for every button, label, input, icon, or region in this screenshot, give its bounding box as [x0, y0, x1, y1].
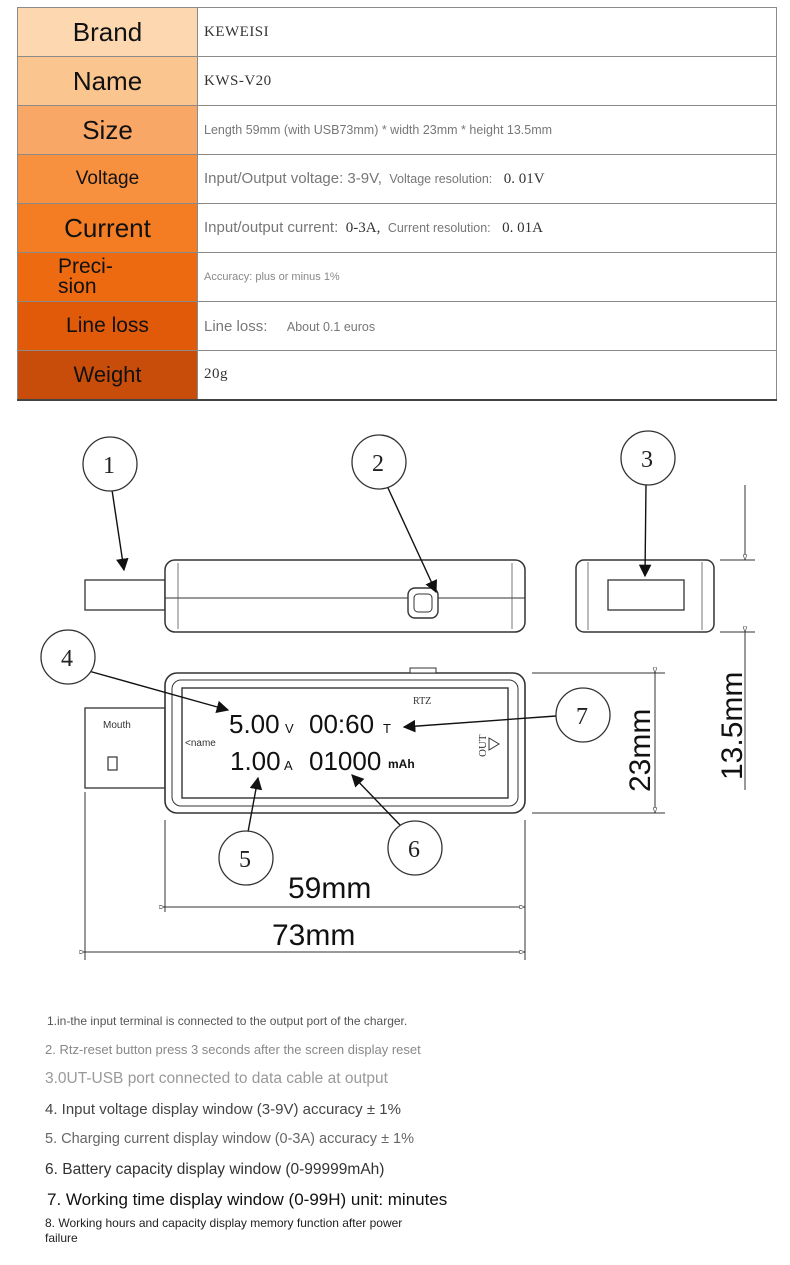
spec-label-name: Name	[18, 57, 198, 106]
callout-6-number: 6	[408, 837, 420, 863]
spec-label-precision	[18, 253, 198, 302]
spec-label-current: Current	[18, 204, 198, 253]
spec-row-name	[18, 57, 777, 106]
spec-row-brand	[18, 8, 777, 57]
voltage-resolution-value: 0. 01V	[503, 171, 545, 187]
note-5: 5. Charging current display window (0-3A) accuracy ± 1%	[45, 1131, 415, 1147]
line-loss-value: About 0.1 euros	[286, 319, 376, 334]
note-7: 7. Working time display window (0-99H) unit: minutes	[47, 1190, 448, 1209]
spec-label-weight: Weight	[18, 351, 198, 400]
name-label: <name	[185, 738, 216, 749]
precision-label-line1: Preci-	[58, 255, 113, 278]
note-2: 2. Rtz-reset button press 3 seconds after the screen display reset	[45, 1042, 421, 1057]
side-view	[85, 560, 525, 632]
spec-label-brand: Brand	[18, 8, 198, 57]
spec-value-current	[198, 204, 777, 253]
note-1: 1.in-the input terminal is connected to the output port of the charger.	[47, 1014, 408, 1028]
dimension-13-5mm: 13.5mm	[716, 671, 749, 780]
precision-label-line2: sion	[58, 275, 97, 298]
callout-3	[621, 431, 675, 576]
spec-row-voltage	[18, 155, 777, 204]
spec-row-precision	[18, 253, 777, 302]
callout-4-number: 4	[61, 646, 73, 672]
note-8-continued: failure	[45, 1231, 78, 1245]
lcd-voltage-unit: V	[285, 721, 294, 736]
note-8: 8. Working hours and capacity display memory function after power	[45, 1216, 403, 1230]
callout-3-number: 3	[641, 447, 653, 473]
lcd-capacity-unit: mAh	[388, 757, 415, 771]
callout-2-number: 2	[372, 451, 384, 477]
note-4: 4. Input voltage display window (3-9V) accuracy ± 1%	[45, 1101, 401, 1118]
callout-1	[83, 437, 137, 570]
spec-label-line-loss: Line loss	[18, 302, 198, 351]
line-loss-label: Line loss:	[204, 317, 268, 335]
out-label: OUT	[477, 734, 489, 757]
dimension-59mm: 59mm	[288, 872, 372, 905]
current-range-value: 0-3A,	[345, 220, 381, 236]
spec-row-current	[18, 204, 777, 253]
note-3: 3.0UT-USB port connected to data cable at output	[45, 1070, 388, 1087]
spec-row-weight	[18, 351, 777, 400]
voltage-resolution-label: Voltage resolution:	[389, 172, 493, 186]
current-range-label: Input/output current:	[204, 219, 339, 236]
spec-value-name: KWS-V20	[198, 57, 777, 106]
dimension-23mm: 23mm	[624, 708, 657, 792]
current-resolution-value: 0. 01A	[502, 220, 543, 236]
mouth-label: Mouth	[103, 720, 131, 731]
voltage-range-text: Input/Output voltage: 3-9V,	[204, 170, 382, 187]
spec-value-brand: KEWEISI	[198, 8, 777, 57]
spec-value-size: Length 59mm (with USB73mm) * width 23mm * height 13.5mm	[198, 106, 777, 155]
spec-value-line-loss	[198, 302, 777, 351]
lcd-current: 1.00	[230, 746, 281, 776]
lcd-capacity: 01000	[309, 746, 382, 776]
callout-5-number: 5	[239, 847, 251, 873]
current-resolution-label: Current resolution:	[387, 221, 491, 235]
callout-7-number: 7	[576, 704, 588, 730]
spec-row-size	[18, 106, 777, 155]
callout-1-number: 1	[103, 453, 115, 479]
rtz-label: RTZ	[413, 696, 432, 707]
top-view	[85, 668, 525, 813]
spec-value-voltage	[198, 155, 777, 204]
dimension-73mm: 73mm	[272, 919, 356, 952]
spec-table	[17, 7, 777, 401]
note-6: 6. Battery capacity display window (0-99999mAh)	[45, 1161, 385, 1178]
spec-value-precision: Accuracy: plus or minus 1%	[198, 253, 777, 302]
lcd-voltage: 5.00	[229, 709, 280, 739]
lcd-current-unit: A	[284, 758, 293, 773]
spec-label-size: Size	[18, 106, 198, 155]
spec-label-voltage: Voltage	[18, 155, 198, 204]
device-diagram	[0, 420, 790, 980]
lcd-time: 00:60	[309, 709, 375, 739]
spec-value-weight: 20g	[198, 351, 777, 400]
spec-row-line-loss	[18, 302, 777, 351]
lcd-time-unit: T	[383, 721, 391, 736]
